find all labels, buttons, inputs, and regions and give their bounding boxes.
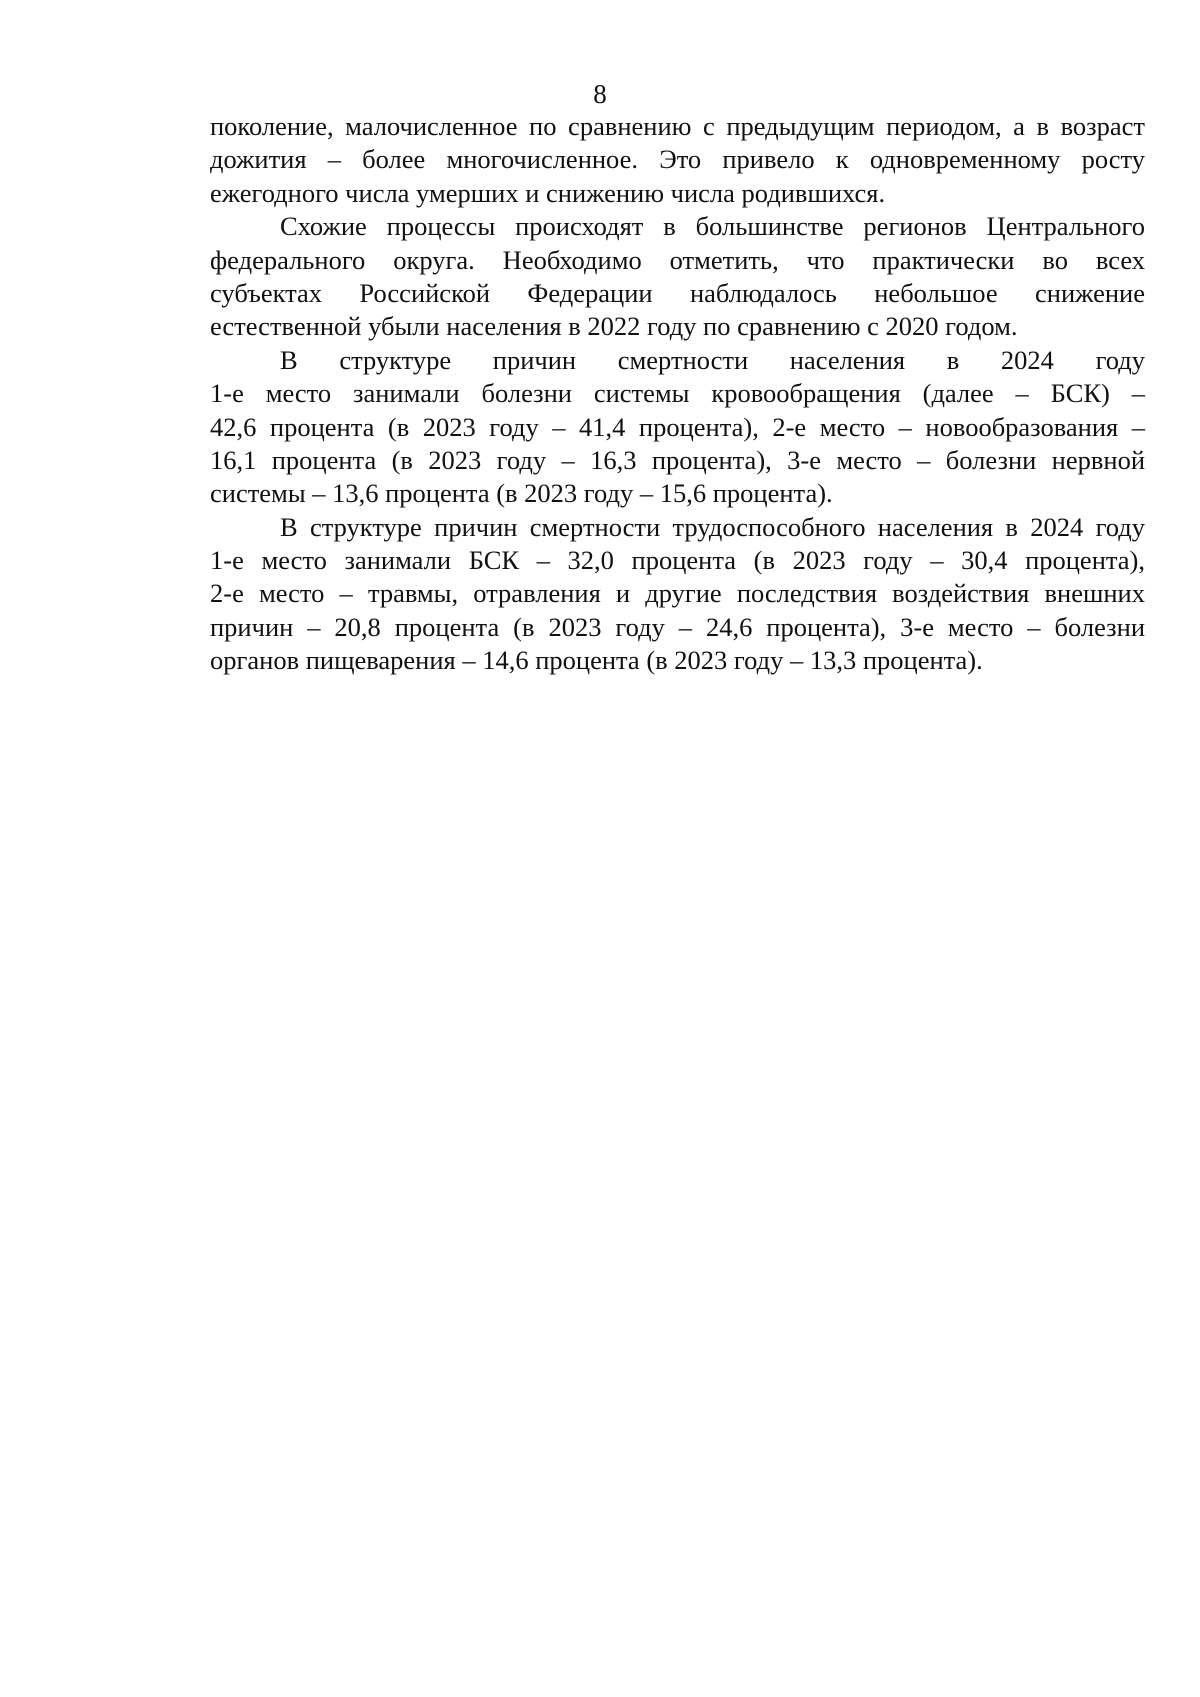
text-line: органов пищеварения – 14,6 процента (в 2023 году – 13,3 процента).: [210, 645, 983, 676]
text-line: субъектах Российской Федерации наблюдалось небольшое снижение: [210, 277, 1145, 308]
paragraph: [210, 344, 1145, 511]
text-line: ежегодного числа умерших и снижению числа родившихся.: [210, 177, 886, 208]
text-line: 1-е место занимали БСК – 32,0 процента (в 2023 году – 30,4 процента),: [210, 545, 1145, 576]
paragraph: [210, 110, 1145, 210]
text-line: причин – 20,8 процента (в 2023 году – 24,6 процента), 3-е место – болезни: [210, 611, 1145, 642]
text-line: поколение, малочисленное по сравнению с предыдущим периодом, а в возраст: [210, 111, 1145, 141]
paragraph: [210, 511, 1145, 678]
page-number: 8: [593, 79, 607, 109]
text-line: Схожие процессы происходят в большинстве регионов Центрального: [280, 211, 1145, 242]
document-body: [210, 110, 1145, 678]
text-line: системы – 13,6 процента (в 2023 году – 15,6 процента).: [210, 478, 833, 509]
text-line: 42,6 процента (в 2023 году – 41,4 процента), 2-е место – новообразования –: [210, 411, 1145, 442]
text-line: федерального округа. Необходимо отметить, что практически во всех: [210, 244, 1145, 275]
text-line: В структуре причин смертности трудоспособного населения в 2024 году: [280, 511, 1145, 542]
text-line: естественной убыли населения в 2022 году по сравнению с 2020 годом.: [210, 311, 1018, 342]
text-line: В структуре причин смертности населения в 2024 году: [280, 344, 1145, 375]
paragraph: [210, 210, 1145, 344]
text-line: 16,1 процента (в 2023 году – 16,3 процента), 3-е место – болезни нервной: [210, 444, 1145, 475]
text-line: дожития – более многочисленное. Это привело к одновременному росту: [210, 144, 1145, 175]
text-line: 2-е место – травмы, отравления и другие последствия воздействия внешних: [210, 578, 1145, 609]
text-line: 1-е место занимали болезни системы кровообращения (далее – БСК) –: [210, 378, 1145, 409]
